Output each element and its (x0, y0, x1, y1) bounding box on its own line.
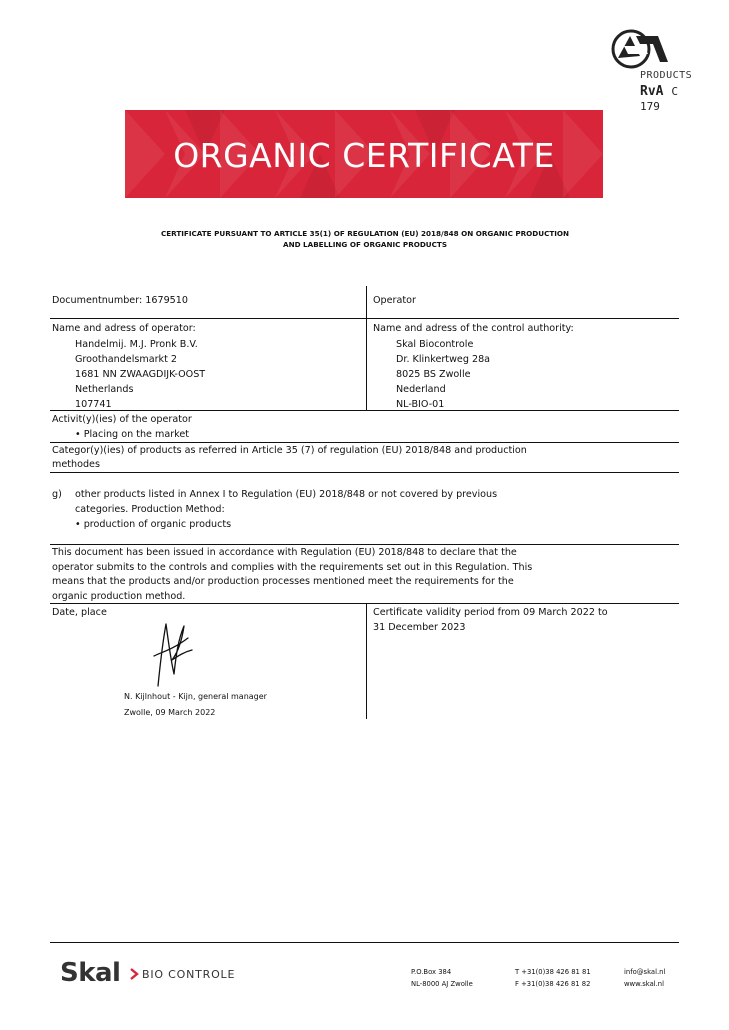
document-number: Documentnumber: 1679510 (52, 295, 188, 306)
footer-address: NL-8000 AJ Zwolle (411, 980, 473, 988)
signature-icon (148, 616, 196, 688)
validity-period: Certificate validity period from 09 March 2022 to (373, 607, 608, 618)
authority-street: Dr. Klinkertweg 28a (396, 354, 491, 365)
chevron-right-icon (130, 968, 139, 980)
divider (366, 603, 367, 719)
date-place-label: Date, place (52, 607, 107, 618)
operator-heading: Name and adress of operator: (52, 323, 196, 334)
banner-title: ORGANIC CERTIFICATE (173, 136, 555, 175)
subtitle-line: AND LABELLING OF ORGANIC PRODUCTS (283, 240, 447, 249)
skal-logo (60, 958, 236, 988)
signature-place-date: Zwolle, 09 March 2022 (124, 708, 216, 717)
footer-email-link[interactable]: info@skal.nl (624, 968, 666, 976)
divider (366, 286, 367, 318)
statement-line: means that the products and/or production processes mentioned meet the requirements for the (52, 576, 514, 587)
statement-line: operator submits to the controls and complies with the requirements set out in this Regulation. This (52, 562, 533, 573)
footer-phone: T +31(0)38 426 81 81 (515, 968, 591, 976)
validity-end: 31 December 2023 (373, 622, 466, 633)
divider (50, 472, 679, 473)
divider (366, 318, 367, 410)
rva-mark-icon (610, 28, 672, 70)
accreditation-code: RvA C 179 (640, 84, 678, 113)
accreditation-logo (604, 28, 700, 113)
certificate-banner (125, 110, 603, 198)
operator-name: Handelmij. M.J. Pronk B.V. (75, 339, 198, 350)
footer-address: P.O.Box 384 (411, 968, 452, 976)
authority-name: Skal Biocontrole (396, 339, 474, 350)
authority-country: Nederland (396, 384, 446, 395)
divider (50, 318, 679, 319)
categories-heading-cont: methodes (52, 459, 100, 470)
subtitle-line: CERTIFICATE PURSUANT TO ARTICLE 35(1) OF REGULATION (EU) 2018/848 ON ORGANIC PRODUCTION (160, 229, 570, 238)
activities-heading: Activit(y)(ies) of the operator (52, 414, 192, 425)
signatory-name: N. Kijlnhout - Kijn, general manager (124, 692, 267, 701)
operator-id: 107741 (75, 399, 112, 410)
footer-website-link[interactable]: www.skal.nl (624, 980, 664, 988)
operator-label: Operator (373, 295, 416, 306)
authority-code: NL-BIO-01 (396, 399, 445, 410)
categories-heading: Categor(y)(ies) of products as referred in Article 35 (7) of regulation (EU) 2018/848 and production (52, 445, 527, 456)
footer-divider (50, 942, 679, 943)
category-letter: g) (52, 489, 62, 500)
skal-logo-sub: BIO CONTROLE (142, 968, 236, 981)
statement-line: organic production method. (52, 591, 186, 602)
production-method: • production of organic products (75, 519, 232, 530)
statement-line: This document has been issued in accordance with Regulation (EU) 2018/848 to declare that the (52, 547, 517, 558)
operator-city: 1681 NN ZWAAGDIJK-OOST (75, 369, 206, 380)
skal-logo-word: Skal (60, 958, 121, 988)
category-text-cont: categories. Production Method: (75, 504, 225, 515)
operator-country: Netherlands (75, 384, 134, 395)
activity-item: • Placing on the market (75, 429, 190, 440)
operator-street: Groothandelsmarkt 2 (75, 354, 178, 365)
authority-city: 8025 BS Zwolle (396, 369, 471, 380)
footer-fax: F +31(0)38 426 81 82 (515, 980, 591, 988)
authority-heading: Name and adress of the control authority: (373, 323, 574, 334)
accreditation-products: PRODUCTS (640, 70, 693, 81)
divider (50, 410, 679, 411)
regulation-subtitle (100, 228, 630, 250)
category-text: other products listed in Annex I to Regulation (EU) 2018/848 or not covered by previous (75, 489, 498, 500)
